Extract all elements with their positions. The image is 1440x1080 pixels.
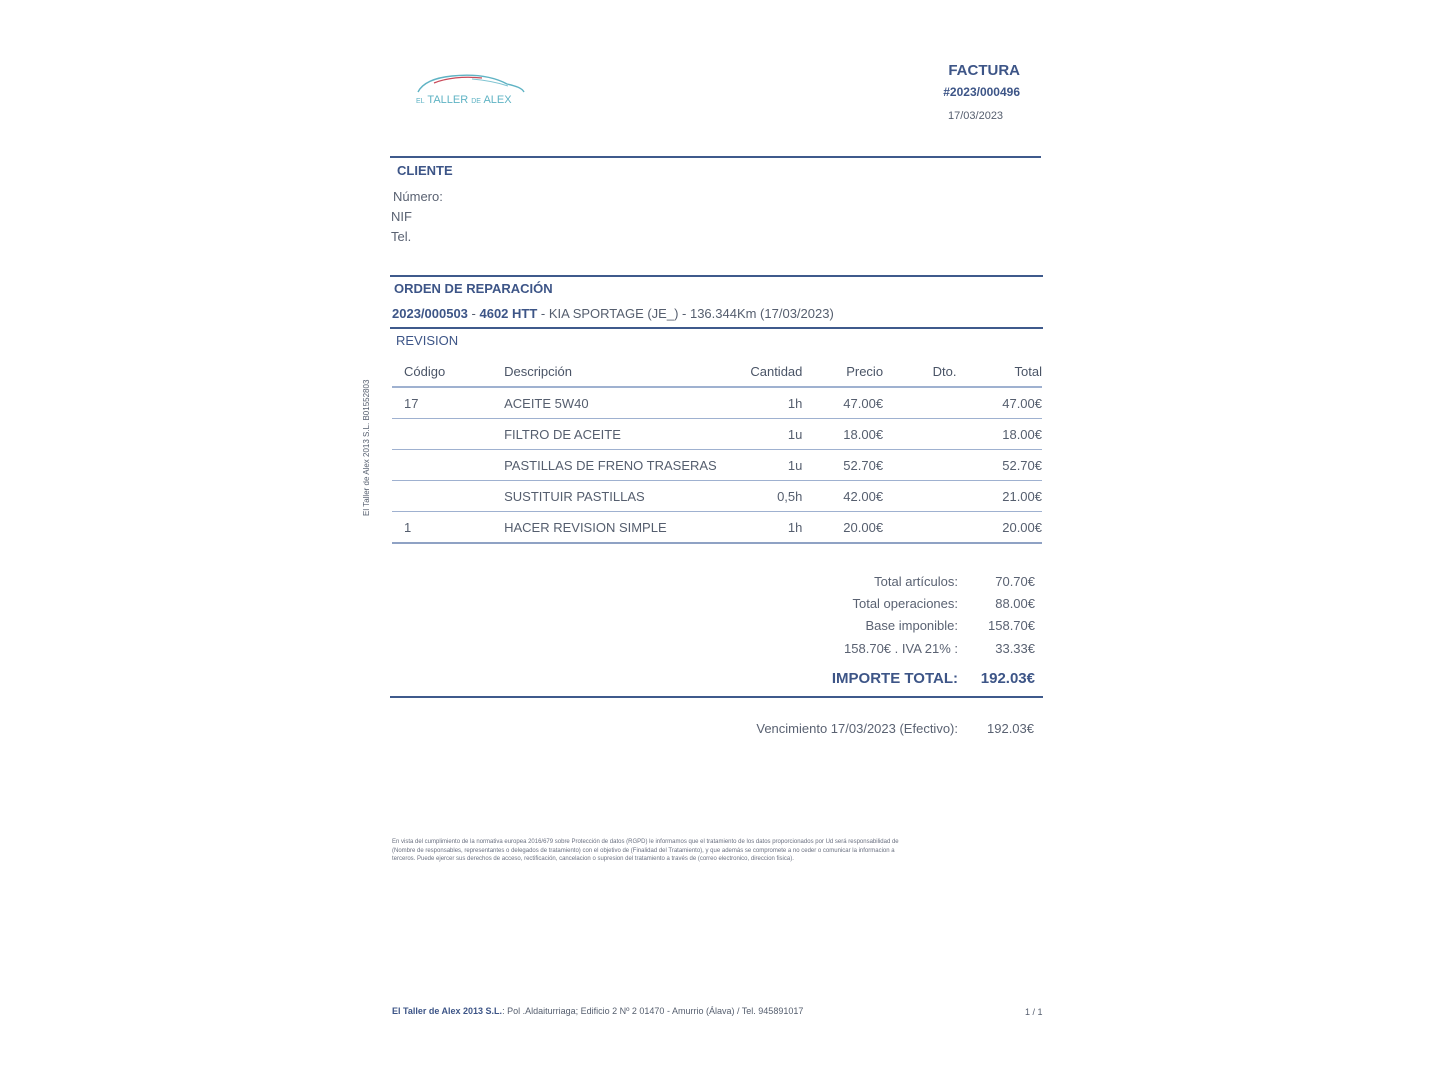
iva-label: 158.70€ . IVA 21% : xyxy=(844,641,958,656)
page-number: 1 / 1 xyxy=(1025,1007,1043,1017)
table-row xyxy=(392,512,1042,544)
cell-total: 18.00€ xyxy=(956,419,1042,450)
cell-descripcion: HACER REVISION SIMPLE xyxy=(504,512,731,544)
company-logo xyxy=(412,70,530,114)
cliente-tel-label: Tel. xyxy=(391,229,412,244)
orden-separator: - xyxy=(467,306,480,321)
col-dto: Dto. xyxy=(883,358,956,387)
logo-text-de: DE xyxy=(471,98,481,105)
iva-value: 33.33€ xyxy=(995,641,1035,656)
cell-dto xyxy=(883,419,956,450)
logo-text-el: EL xyxy=(416,98,425,105)
cell-descripcion: PASTILLAS DE FRENO TRASERAS xyxy=(504,450,731,481)
cell-dto xyxy=(883,450,956,481)
vencimiento-value: 192.03€ xyxy=(987,721,1034,736)
table-row xyxy=(392,450,1042,481)
total-operaciones-label: Total operaciones: xyxy=(852,596,958,611)
divider xyxy=(390,696,1043,698)
invoice-title: FACTURA xyxy=(948,62,1020,79)
orden-section-title: ORDEN DE REPARACIÓN xyxy=(394,281,553,296)
cliente-nif-label: NIF xyxy=(391,209,412,224)
orden-line xyxy=(392,306,834,321)
col-precio: Precio xyxy=(802,358,883,387)
logo-text-taller: TALLER xyxy=(427,94,469,106)
cell-dto xyxy=(883,387,956,419)
invoice-header xyxy=(943,62,1020,99)
footer-company-name: El Taller de Alex 2013 S.L. xyxy=(392,1006,503,1016)
cell-total: 21.00€ xyxy=(956,481,1042,512)
divider xyxy=(390,275,1043,277)
cell-codigo: 1 xyxy=(392,512,504,544)
cell-codigo xyxy=(392,450,504,481)
cell-total: 20.00€ xyxy=(956,512,1042,544)
cell-dto xyxy=(883,512,956,544)
revision-section-title: REVISION xyxy=(396,333,459,348)
footer-address: : Pol .Aldaiturriaga; Edificio 2 Nº 2 01470 - Amurrio (Álava) / Tel. 945891017 xyxy=(502,1006,804,1016)
footer-company xyxy=(392,1006,803,1016)
cell-precio: 18.00€ xyxy=(802,419,883,450)
cliente-section-title: CLIENTE xyxy=(397,163,453,178)
divider xyxy=(390,156,1041,158)
cell-precio: 47.00€ xyxy=(802,387,883,419)
orden-plate: 4602 HTT xyxy=(479,306,538,321)
total-articulos-value: 70.70€ xyxy=(995,574,1035,589)
table-header-row xyxy=(392,358,1042,387)
legal-notice: En vista del cumplimiento de la normativa europea 2016/679 sobre Protección de datos (RGPD) le informamos que el tratamiento de los datos proporcionados por Ud será responsabilidad de (Nombre de responsables, representantes o delegados de tratamiento) con el objetivo de (Finalidad del Tratamiento), y que además se compromete a no ceder o comunicar la informacion a terceros. Puede ejercer sus derechos de acceso, rectificación, cancelacion o supresion del tratamiento a través de (correo electronico, direccion fisica). xyxy=(392,839,899,863)
col-codigo: Código xyxy=(392,358,504,387)
cell-codigo xyxy=(392,481,504,512)
cell-precio: 20.00€ xyxy=(802,512,883,544)
table-row xyxy=(392,387,1042,419)
cell-descripcion: ACEITE 5W40 xyxy=(504,387,731,419)
cell-precio: 42.00€ xyxy=(802,481,883,512)
importe-total-label: IMPORTE TOTAL: xyxy=(831,670,958,687)
vencimiento-label: Vencimiento 17/03/2023 (Efectivo): xyxy=(756,721,958,736)
logo-text-alex: ALEX xyxy=(483,94,512,106)
divider xyxy=(390,327,1043,329)
cell-codigo: 17 xyxy=(392,387,504,419)
total-articulos-label: Total artículos: xyxy=(874,574,958,589)
cell-precio: 52.70€ xyxy=(802,450,883,481)
cell-cantidad: 0,5h xyxy=(731,481,802,512)
table-row xyxy=(392,481,1042,512)
base-imponible-value: 158.70€ xyxy=(988,618,1035,633)
cell-cantidad: 1h xyxy=(731,512,802,544)
orden-vehicle: - KIA SPORTAGE (JE_) - 136.344Km (17/03/2023) xyxy=(537,306,834,321)
cell-cantidad: 1u xyxy=(731,419,802,450)
total-operaciones-value: 88.00€ xyxy=(995,596,1035,611)
invoice-number: #2023/000496 xyxy=(943,85,1020,99)
cell-cantidad: 1h xyxy=(731,387,802,419)
cliente-numero-label: Número: xyxy=(393,189,443,204)
table-row xyxy=(392,419,1042,450)
col-cantidad: Cantidad xyxy=(731,358,802,387)
side-registry-text: El Taller de Alex 2013 S.L. B01552803 xyxy=(362,379,371,516)
col-total: Total xyxy=(956,358,1042,387)
cell-codigo xyxy=(392,419,504,450)
cell-descripcion: SUSTITUIR PASTILLAS xyxy=(504,481,731,512)
cell-dto xyxy=(883,481,956,512)
invoice-date: 17/03/2023 xyxy=(948,110,1004,122)
items-table xyxy=(392,358,1042,544)
col-descripcion: Descripción xyxy=(504,358,731,387)
cell-cantidad: 1u xyxy=(731,450,802,481)
importe-total-value: 192.03€ xyxy=(980,670,1035,687)
cell-descripcion: FILTRO DE ACEITE xyxy=(504,419,731,450)
orden-code: 2023/000503 xyxy=(392,306,468,321)
base-imponible-label: Base imponible: xyxy=(865,618,958,633)
cell-total: 52.70€ xyxy=(956,450,1042,481)
cell-total: 47.00€ xyxy=(956,387,1042,419)
